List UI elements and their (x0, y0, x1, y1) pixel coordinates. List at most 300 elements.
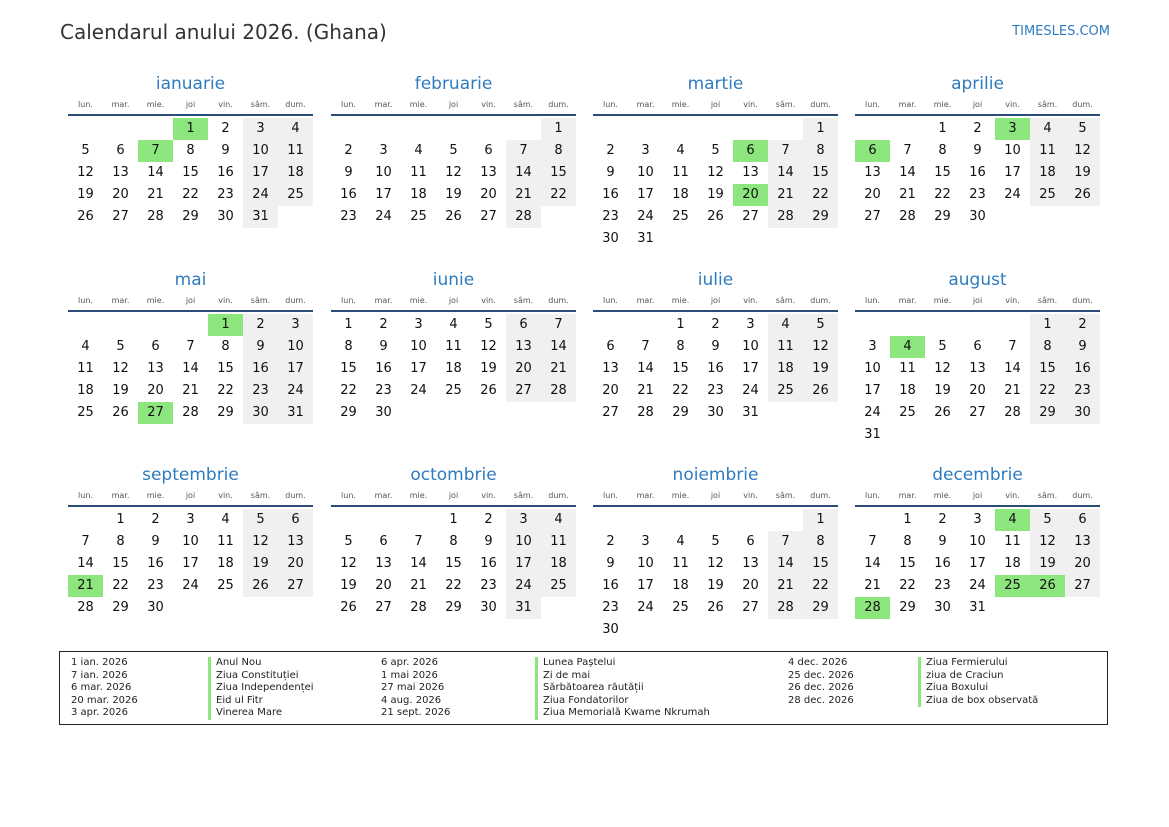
day-cell: 5 (484, 317, 493, 332)
day-cell: 19 (934, 383, 951, 398)
day-cell: 30 (147, 600, 164, 615)
day-cell: 14 (637, 361, 654, 376)
day-cell: 1 (449, 512, 458, 527)
day-cell: 19 (707, 578, 724, 593)
month-divider (68, 114, 313, 116)
day-cell: 8 (903, 534, 912, 549)
day-cell: 10 (742, 339, 759, 354)
day-cell: 29 (899, 600, 916, 615)
day-cell: 27 (278, 575, 313, 597)
day-cell: 9 (243, 336, 278, 358)
day-cell: 16 (602, 578, 619, 593)
empty-cell (366, 118, 401, 140)
day-cell: 28 (147, 209, 164, 224)
day-cell: 20 (480, 187, 497, 202)
day-cell: 25 (672, 209, 689, 224)
day-cell: 22 (182, 187, 199, 202)
day-cell: 7 (541, 314, 576, 336)
day-cell: 3 (379, 143, 388, 158)
weekday-label: dum. (548, 296, 569, 305)
empty-cell (698, 118, 733, 140)
day-cell: 26 (112, 405, 129, 420)
day-cell: 10 (969, 534, 986, 549)
day-cell: 6 (151, 339, 160, 354)
empty-cell (628, 509, 663, 531)
day-grid (593, 509, 838, 641)
day-cell: 26 (707, 209, 724, 224)
empty-cell (68, 314, 103, 336)
day-cell: 27 (864, 209, 881, 224)
day-cell: 22 (112, 578, 129, 593)
day-cell: 4 (414, 143, 423, 158)
day-cell: 9 (606, 556, 615, 571)
day-cell: 1 (116, 512, 125, 527)
day-cell: 6 (746, 534, 755, 549)
holiday-day-cell: 26 (1030, 575, 1065, 597)
weekday-label: mar. (898, 100, 917, 109)
empty-cell (401, 509, 436, 531)
day-cell: 19 (112, 383, 129, 398)
day-cell: 13 (864, 165, 881, 180)
holiday-day-cell: 21 (68, 575, 103, 597)
day-cell: 29 (445, 600, 462, 615)
weekday-label: sâm. (250, 100, 271, 109)
weekday-header (855, 489, 1100, 502)
day-cell: 9 (221, 143, 230, 158)
holiday-day-cell: 1 (173, 118, 208, 140)
month-title: august (948, 270, 1007, 290)
holiday-day-cell: 27 (138, 402, 173, 424)
day-grid (331, 314, 576, 424)
weekday-label: dum. (1072, 100, 1093, 109)
legend-holiday-name: Anul Nou (208, 657, 314, 670)
weekday-label: joi (972, 296, 983, 305)
weekday-label: lun. (78, 100, 93, 109)
day-cell: 14 (506, 162, 541, 184)
empty-cell (593, 314, 628, 336)
holiday-day-cell: 28 (855, 597, 890, 619)
day-cell: 23 (602, 600, 619, 615)
holiday-day-cell: 25 (995, 575, 1030, 597)
weekday-header (331, 489, 576, 502)
day-cell: 7 (641, 339, 650, 354)
day-cell: 15 (340, 361, 357, 376)
empty-cell (593, 118, 628, 140)
day-cell: 21 (637, 383, 654, 398)
day-cell: 10 (182, 534, 199, 549)
day-cell: 6 (973, 339, 982, 354)
day-cell: 26 (243, 575, 278, 597)
empty-cell (663, 118, 698, 140)
day-cell: 27 (602, 405, 619, 420)
empty-cell (173, 314, 208, 336)
day-cell: 3 (641, 143, 650, 158)
day-cell: 22 (217, 383, 234, 398)
weekday-label: lun. (603, 100, 618, 109)
day-cell: 12 (480, 339, 497, 354)
day-cell: 28 (637, 405, 654, 420)
day-cell: 11 (1030, 140, 1065, 162)
weekday-label: lun. (865, 100, 880, 109)
day-cell: 26 (445, 209, 462, 224)
day-cell: 10 (410, 339, 427, 354)
weekday-label: dum. (810, 491, 831, 500)
day-cell: 24 (864, 405, 881, 420)
day-cell: 20 (1065, 553, 1100, 575)
day-cell: 2 (221, 121, 230, 136)
legend-holiday-name: ziua de Craciun (918, 670, 1038, 683)
weekday-label: sâm. (775, 491, 796, 500)
month-noiembrie (593, 464, 838, 641)
day-cell: 20 (602, 383, 619, 398)
day-grid (68, 314, 313, 424)
day-cell: 11 (672, 165, 689, 180)
day-cell: 28 (1004, 405, 1021, 420)
day-cell: 14 (410, 556, 427, 571)
day-cell: 17 (864, 383, 881, 398)
day-cell: 24 (182, 578, 199, 593)
day-cell: 10 (637, 165, 654, 180)
day-cell: 18 (77, 383, 94, 398)
day-cell: 17 (742, 361, 759, 376)
day-cell: 3 (641, 534, 650, 549)
weekday-label: mie. (146, 491, 165, 500)
month-title: septembrie (142, 465, 239, 485)
day-cell: 19 (803, 358, 838, 380)
legend-dates-column (788, 657, 854, 707)
day-cell: 25 (768, 380, 803, 402)
empty-cell (698, 509, 733, 531)
day-cell: 19 (77, 187, 94, 202)
day-cell: 31 (864, 427, 881, 442)
month-iunie (331, 269, 576, 424)
weekday-label: vin. (1005, 296, 1020, 305)
day-cell: 3 (243, 118, 278, 140)
day-cell: 28 (506, 206, 541, 228)
day-cell: 11 (1004, 534, 1021, 549)
day-cell: 11 (77, 361, 94, 376)
day-cell: 4 (768, 314, 803, 336)
weekday-label: vin. (218, 296, 233, 305)
legend-names-column (208, 657, 314, 720)
day-grid (855, 509, 1100, 619)
weekday-label: vin. (481, 491, 496, 500)
day-cell: 28 (541, 380, 576, 402)
month-septembrie (68, 464, 313, 619)
weekday-label: joi (448, 296, 459, 305)
day-cell: 29 (934, 209, 951, 224)
legend-date: 1 mai 2026 (381, 669, 438, 681)
weekday-label: dum. (1072, 491, 1093, 500)
month-martie (593, 73, 838, 250)
month-august (855, 269, 1100, 446)
legend-date: 26 dec. 2026 (788, 682, 854, 693)
weekday-label: dum. (285, 296, 306, 305)
day-cell: 24 (637, 209, 654, 224)
day-cell: 10 (375, 165, 392, 180)
day-cell: 19 (340, 578, 357, 593)
empty-cell (925, 314, 960, 336)
month-mai (68, 269, 313, 424)
holiday-day-cell: 6 (733, 140, 768, 162)
day-cell: 5 (1030, 509, 1065, 531)
day-cell: 26 (934, 405, 951, 420)
empty-cell (138, 314, 173, 336)
day-cell: 24 (278, 380, 313, 402)
day-cell: 13 (742, 556, 759, 571)
weekday-label: lun. (603, 296, 618, 305)
day-cell: 12 (445, 165, 462, 180)
empty-cell (506, 118, 541, 140)
day-cell: 10 (243, 140, 278, 162)
weekday-label: sâm. (1037, 100, 1058, 109)
day-cell: 13 (969, 361, 986, 376)
day-cell: 5 (344, 534, 353, 549)
empty-cell (436, 118, 471, 140)
month-title: februarie (414, 74, 493, 94)
day-cell: 13 (278, 531, 313, 553)
empty-cell (138, 118, 173, 140)
day-cell: 8 (1030, 336, 1065, 358)
legend-holiday-name: Vinerea Mare (208, 707, 314, 720)
empty-cell (890, 118, 925, 140)
weekday-label: lun. (341, 100, 356, 109)
month-februarie (331, 73, 576, 228)
day-cell: 23 (340, 209, 357, 224)
day-cell: 4 (278, 118, 313, 140)
day-cell: 25 (278, 184, 313, 206)
day-cell: 10 (637, 556, 654, 571)
day-cell: 7 (414, 534, 423, 549)
day-cell: 29 (217, 405, 234, 420)
weekday-label: sâm. (1037, 491, 1058, 500)
day-cell: 26 (1065, 184, 1100, 206)
legend-dates-column (71, 657, 138, 720)
day-cell: 17 (1004, 165, 1021, 180)
legend-date: 6 mar. 2026 (71, 682, 132, 693)
month-octombrie (331, 464, 576, 619)
weekday-label: mie. (146, 296, 165, 305)
day-grid (855, 314, 1100, 446)
day-cell: 14 (768, 162, 803, 184)
weekday-label: vin. (1005, 491, 1020, 500)
day-cell: 17 (243, 162, 278, 184)
day-cell: 11 (541, 531, 576, 553)
day-cell: 6 (1065, 509, 1100, 531)
weekday-label: sâm. (1037, 296, 1058, 305)
empty-cell (890, 314, 925, 336)
day-cell: 21 (864, 578, 881, 593)
day-cell: 20 (969, 383, 986, 398)
empty-cell (733, 509, 768, 531)
weekday-label: vin. (1005, 100, 1020, 109)
day-cell: 25 (445, 383, 462, 398)
holiday-day-cell: 7 (138, 140, 173, 162)
day-cell: 22 (672, 383, 689, 398)
day-cell: 16 (934, 556, 951, 571)
day-cell: 11 (445, 339, 462, 354)
day-cell: 20 (147, 383, 164, 398)
weekday-header (68, 98, 313, 111)
empty-cell (68, 118, 103, 140)
day-cell: 4 (449, 317, 458, 332)
day-cell: 18 (672, 578, 689, 593)
day-cell: 21 (410, 578, 427, 593)
empty-cell (960, 314, 995, 336)
weekday-header (331, 294, 576, 307)
day-cell: 15 (445, 556, 462, 571)
weekday-label: dum. (1072, 296, 1093, 305)
day-cell: 20 (742, 578, 759, 593)
day-cell: 25 (77, 405, 94, 420)
weekday-label: joi (710, 491, 721, 500)
day-cell: 21 (147, 187, 164, 202)
day-cell: 6 (116, 143, 125, 158)
day-cell: 21 (541, 358, 576, 380)
month-divider (68, 310, 313, 312)
day-cell: 25 (217, 578, 234, 593)
day-cell: 8 (938, 143, 947, 158)
legend-date: 25 dec. 2026 (788, 669, 854, 681)
holiday-day-cell: 1 (208, 314, 243, 336)
month-title: octombrie (410, 465, 497, 485)
day-cell: 16 (147, 556, 164, 571)
day-cell: 3 (278, 314, 313, 336)
day-cell: 6 (506, 314, 541, 336)
weekday-header (855, 294, 1100, 307)
day-cell: 15 (803, 162, 838, 184)
legend-holiday-name: Ziua Boxului (918, 682, 1038, 695)
day-cell: 22 (803, 575, 838, 597)
month-divider (331, 310, 576, 312)
weekday-label: sâm. (513, 100, 534, 109)
day-cell: 27 (375, 600, 392, 615)
day-cell: 11 (899, 361, 916, 376)
month-decembrie (855, 464, 1100, 619)
day-cell: 4 (676, 143, 685, 158)
weekday-label: vin. (743, 296, 758, 305)
day-cell: 14 (899, 165, 916, 180)
day-cell: 9 (1065, 336, 1100, 358)
day-cell: 28 (77, 600, 94, 615)
day-cell: 12 (77, 165, 94, 180)
day-cell: 27 (1065, 575, 1100, 597)
day-cell: 30 (934, 600, 951, 615)
weekday-label: vin. (218, 491, 233, 500)
day-cell: 18 (278, 162, 313, 184)
weekday-label: lun. (78, 491, 93, 500)
legend-date: 27 mai 2026 (381, 682, 445, 693)
day-cell: 2 (973, 121, 982, 136)
day-cell: 30 (375, 405, 392, 420)
day-cell: 18 (217, 556, 234, 571)
day-cell: 15 (1030, 358, 1065, 380)
day-cell: 1 (541, 118, 576, 140)
weekday-label: mar. (898, 491, 917, 500)
empty-cell (401, 118, 436, 140)
day-cell: 25 (541, 575, 576, 597)
day-cell: 22 (803, 184, 838, 206)
weekday-label: mar. (111, 296, 130, 305)
day-cell: 24 (742, 383, 759, 398)
day-cell: 15 (899, 556, 916, 571)
empty-cell (995, 314, 1030, 336)
day-cell: 1 (803, 509, 838, 531)
day-cell: 9 (344, 165, 353, 180)
month-title: ianuarie (155, 74, 226, 94)
day-cell: 9 (151, 534, 160, 549)
day-cell: 13 (1065, 531, 1100, 553)
day-cell: 30 (480, 600, 497, 615)
day-cell: 8 (803, 531, 838, 553)
day-cell: 15 (934, 165, 951, 180)
day-cell: 22 (899, 578, 916, 593)
day-cell: 9 (379, 339, 388, 354)
day-cell: 31 (506, 597, 541, 619)
day-cell: 17 (637, 578, 654, 593)
day-cell: 17 (506, 553, 541, 575)
day-cell: 2 (606, 534, 615, 549)
day-cell: 27 (969, 405, 986, 420)
day-cell: 21 (182, 383, 199, 398)
weekday-label: joi (185, 491, 196, 500)
weekday-label: mie. (409, 491, 428, 500)
legend-date: 1 ian. 2026 (71, 657, 128, 668)
legend-holiday-name: Zi de mai (535, 670, 710, 683)
day-cell: 8 (676, 339, 685, 354)
day-grid (593, 314, 838, 424)
month-divider (855, 114, 1100, 116)
day-cell: 15 (182, 165, 199, 180)
weekday-label: vin. (743, 100, 758, 109)
holiday-day-cell: 20 (733, 184, 768, 206)
day-cell: 16 (1065, 358, 1100, 380)
day-cell: 11 (410, 165, 427, 180)
day-grid (68, 118, 313, 228)
day-cell: 4 (541, 509, 576, 531)
empty-cell (855, 118, 890, 140)
day-cell: 10 (506, 531, 541, 553)
weekday-label: mie. (933, 296, 952, 305)
day-cell: 19 (1065, 162, 1100, 184)
day-cell: 2 (711, 317, 720, 332)
day-cell: 24 (969, 578, 986, 593)
day-cell: 28 (768, 206, 803, 228)
day-cell: 19 (707, 187, 724, 202)
day-cell: 12 (1065, 140, 1100, 162)
weekday-header (855, 98, 1100, 111)
weekday-label: joi (972, 100, 983, 109)
legend-date: 28 dec. 2026 (788, 694, 854, 706)
day-cell: 29 (112, 600, 129, 615)
month-divider (855, 310, 1100, 312)
day-cell: 14 (541, 336, 576, 358)
month-divider (331, 505, 576, 507)
day-cell: 22 (541, 184, 576, 206)
day-cell: 4 (1030, 118, 1065, 140)
day-cell: 30 (217, 209, 234, 224)
day-cell: 8 (803, 140, 838, 162)
weekday-header (68, 489, 313, 502)
day-cell: 18 (1004, 556, 1021, 571)
day-cell: 8 (186, 143, 195, 158)
day-cell: 26 (77, 209, 94, 224)
day-cell: 13 (742, 165, 759, 180)
day-cell: 16 (969, 165, 986, 180)
brand-link[interactable]: TIMESLES.COM (1012, 24, 1110, 39)
day-cell: 7 (768, 140, 803, 162)
day-cell: 13 (602, 361, 619, 376)
